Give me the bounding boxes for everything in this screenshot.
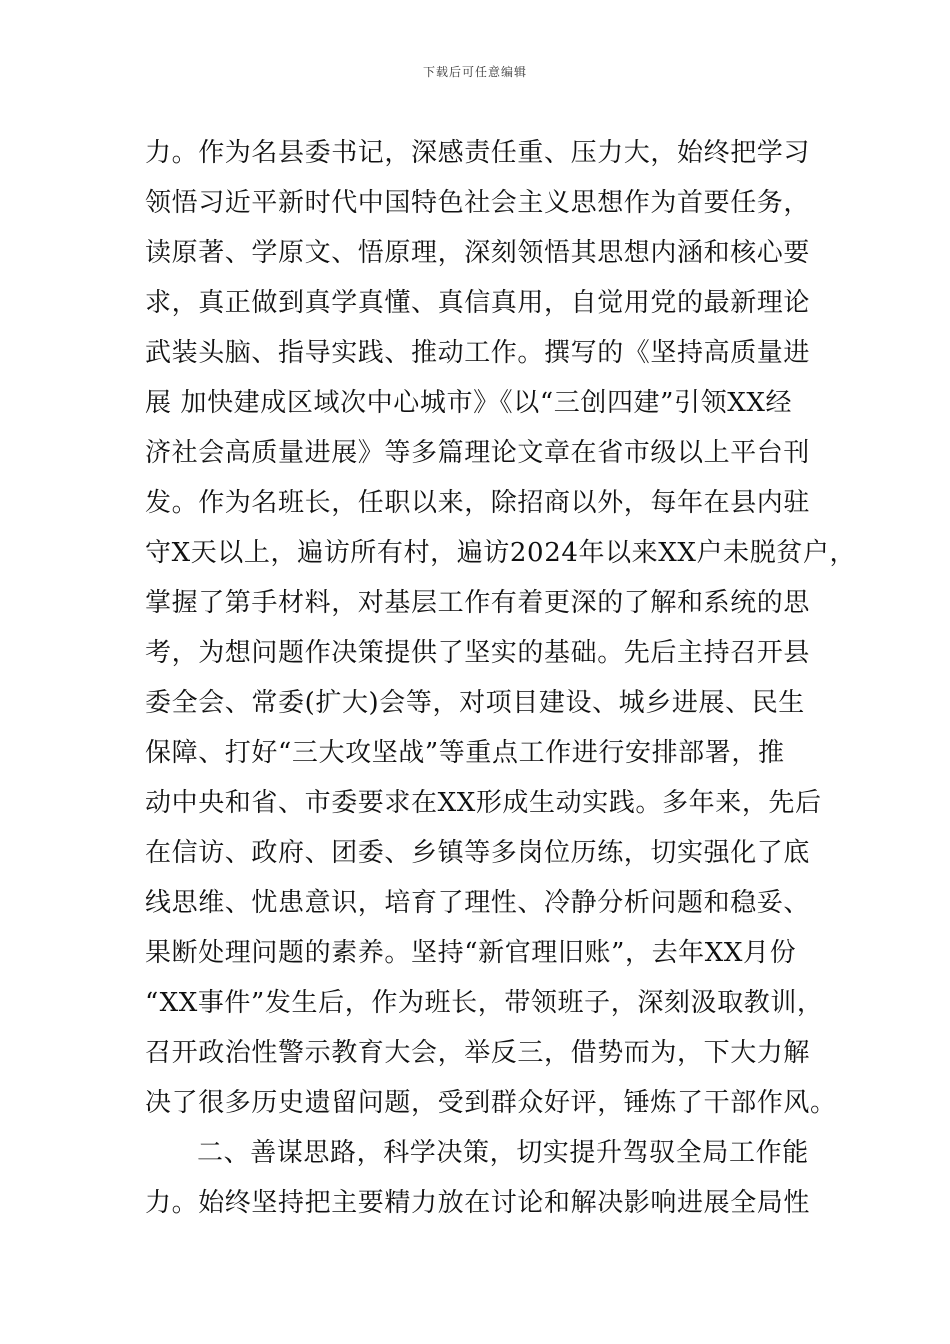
document-body: [145, 128, 857, 1228]
text-line: 求，真正做到真学真懂、真信真用，自觉用党的最新理论: [145, 288, 811, 318]
text-line: 考，为想问题作决策提供了坚实的基础。先后主持召开县: [145, 638, 811, 668]
text-line: 武装头脑、指导实践、推动工作。撰写的《坚持高质量进: [145, 338, 811, 368]
text-line: 守X天以上，遍访所有村，遍访2024年以来XX户未脱贫户，: [145, 538, 857, 568]
text-line: 济社会高质量进展》等多篇理论文章在省市级以上平台刊: [145, 438, 811, 468]
section-heading-line: 二、善谋思路，科学决策，切实提升驾驭全局工作能: [197, 1138, 809, 1168]
text-line: 领悟习近平新时代中国特色社会主义思想作为首要任务，: [145, 188, 811, 218]
text-line: 召开政治性警示教育大会，举反三，借势而为，下大力解: [145, 1038, 811, 1068]
text-line: 保障、打好“三大攻坚战”等重点工作进行安排部署，推: [145, 738, 785, 768]
text-line: 力。始终坚持把主要精力放在讨论和解决影响进展全局性: [145, 1188, 811, 1218]
text-line: 展 加快建成区域次中心城市》《以“三创四建”引领XX经: [145, 388, 793, 418]
text-line: 果断处理问题的素养。坚持“新官理旧账”，去年XX月份: [145, 938, 797, 968]
text-line: 委全会、常委(扩大)会等，对项目建设、城乡进展、民生: [145, 688, 805, 718]
text-line: 掌握了第手材料，对基层工作有着更深的了解和系统的思: [145, 588, 811, 618]
text-line: 决了很多历史遗留问题，受到群众好评，锤炼了干部作风。: [145, 1088, 837, 1118]
page-header: 下载后可任意编辑: [422, 65, 527, 79]
text-line: 力。作为名县委书记，深感责任重、压力大，始终把学习: [145, 138, 811, 168]
text-line: 发。作为名班长，任职以来，除招商以外，每年在县内驻: [145, 488, 811, 518]
text-line: 动中央和省、市委要求在XX形成生动实践。多年来，先后: [145, 788, 822, 818]
text-line: 线思维、忧患意识，培育了理性、冷静分析问题和稳妥、: [145, 888, 811, 918]
text-line: “XX事件”发生后，作为班长，带领班子，深刻汲取教训，: [145, 988, 824, 1018]
text-line: 在信访、政府、团委、乡镇等多岗位历练，切实强化了底: [145, 838, 811, 868]
text-line: 读原著、学原文、悟原理，深刻领悟其思想内涵和核心要: [145, 238, 811, 268]
